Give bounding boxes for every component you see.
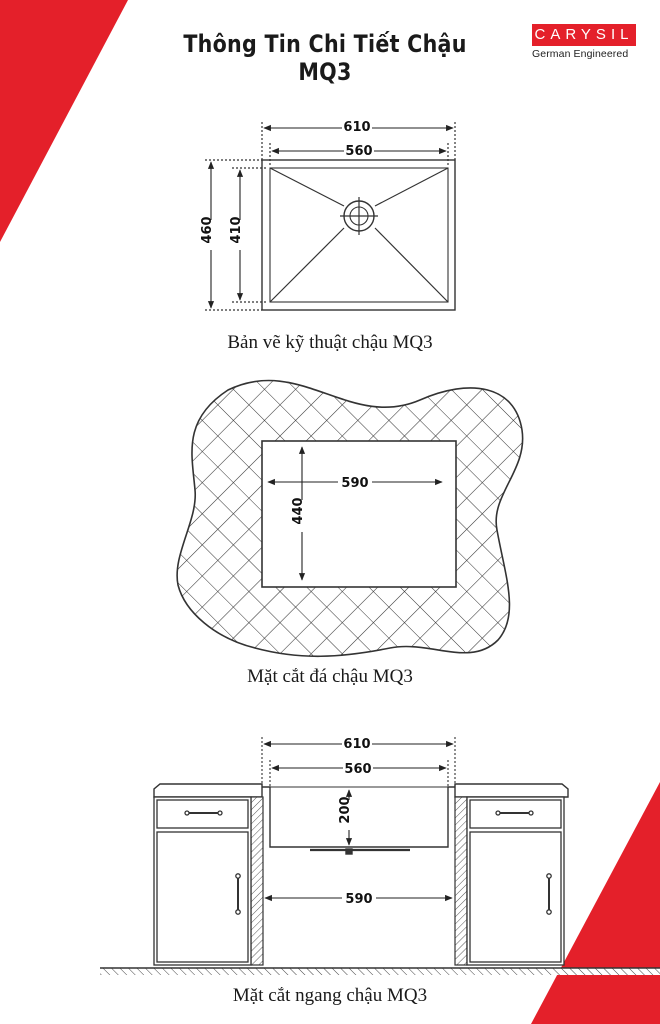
- brand-tagline: German Engineered: [532, 48, 629, 60]
- brand-logo: [532, 24, 642, 60]
- dim-outer-width: 610: [343, 120, 371, 135]
- technical-dimension-lines: [211, 128, 453, 308]
- caption-cross-section: Mặt cắt ngang chậu MQ3: [232, 985, 428, 1006]
- technical-drawing: [205, 122, 455, 310]
- brand-name: CARYSIL: [532, 24, 636, 46]
- dim-inner-width: 560: [345, 144, 373, 159]
- dim-bowl-depth: 200: [338, 796, 353, 824]
- floor-hatch: [100, 968, 660, 975]
- page-title: Thông Tin Chi Tiết Chậu MQ3: [183, 30, 467, 86]
- left-cabinet: [154, 797, 251, 965]
- dim-cutout-depth: 440: [291, 497, 306, 525]
- dim-inner-depth: 410: [229, 216, 244, 244]
- right-cabinet: [467, 797, 564, 965]
- accent-triangle-top-left: [0, 0, 128, 242]
- dim-cross-outer-width: 610: [343, 737, 371, 752]
- caption-technical-drawing: Bản vẽ kỹ thuật chậu MQ3: [227, 332, 433, 353]
- sink-bowl-section: [262, 787, 455, 854]
- dim-cutout-width: 590: [341, 476, 369, 491]
- right-wall-hatch: [455, 797, 467, 965]
- caption-stone-cutout: Mặt cắt đá chậu MQ3: [247, 666, 413, 687]
- dim-outer-depth: 460: [200, 216, 215, 244]
- countertop-section: [154, 784, 568, 797]
- left-wall-hatch: [251, 797, 263, 965]
- dim-cabinet-gap: 590: [345, 892, 373, 907]
- dim-cross-inner-width: 560: [344, 762, 372, 777]
